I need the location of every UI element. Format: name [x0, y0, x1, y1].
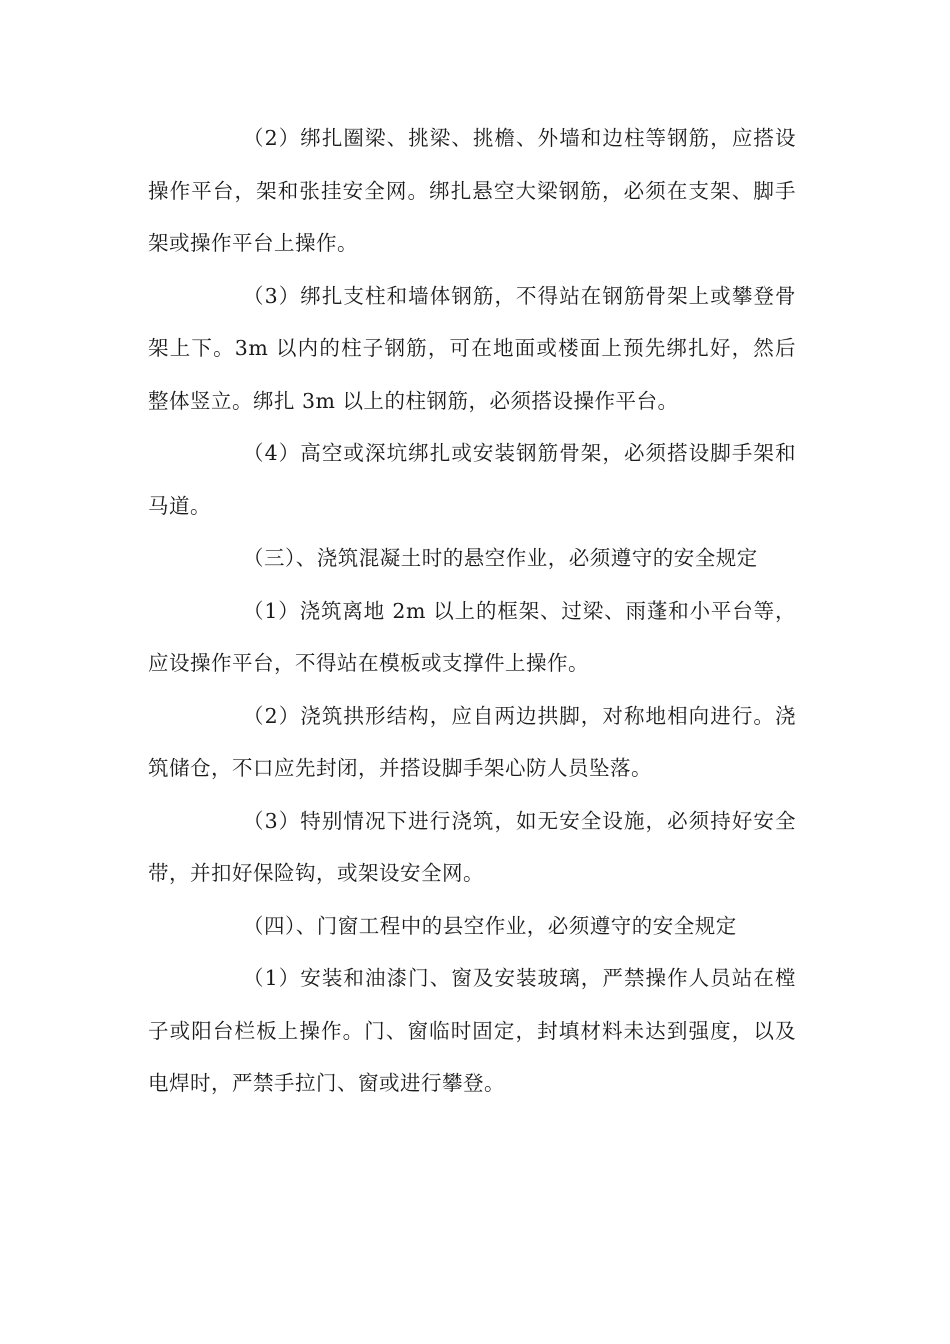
paragraph-concrete-arches: （2）浇筑拱形结构，应自两边拱脚，对称地相向进行。浇筑储仓，不口应先封闭，并搭设脚手架心防人员坠落。: [148, 703, 796, 780]
paragraph-doors-windows: （1）安装和油漆门、窗及安装玻璃，严禁操作人员站在樘子或阳台栏板上操作。门、窗临时固定，封填材料未达到强度，以及电焊时，严禁手拉门、窗或进行攀登。: [148, 966, 796, 1095]
paragraph-rebar-skeleton: （4）高空或深坑绑扎或安装钢筋骨架，必须搭设脚手架和马道。: [148, 441, 796, 518]
section-heading-doors-windows: （四）、门窗工程中的县空作业，必须遵守的安全规定: [243, 913, 737, 938]
section-heading-concrete: （三）、浇筑混凝土时的悬空作业，必须遵守的安全规定: [243, 546, 758, 570]
paragraph-concrete-special: （3）特别情况下进行浇筑，如无安全设施，必须持好安全带，并扣好保险钩，或架设安全网。: [148, 808, 796, 885]
paragraph-rebar-columns: （3）绑扎支柱和墙体钢筋，不得站在钢筋骨架上或攀登骨架上下。3m 以内的柱子钢筋，可在地面或楼面上预先绑扎好，然后整体竖立。绑扎 3m 以上的柱钢筋，必须搭设操作平台。: [148, 283, 796, 413]
paragraph-rebar-beams: （2）绑扎圈梁、挑梁、挑檐、外墙和边柱等钢筋，应搭设操作平台，架和张挂安全网。绑扎悬空大梁钢筋，必须在支架、脚手架或操作平台上操作。: [148, 126, 796, 255]
paragraph-concrete-frames: （1）浇筑离地 2m 以上的框架、过梁、雨蓬和小平台等，应设操作平台，不得站在模板或支撑件上操作。: [148, 598, 796, 675]
document-body: [148, 112, 796, 1110]
